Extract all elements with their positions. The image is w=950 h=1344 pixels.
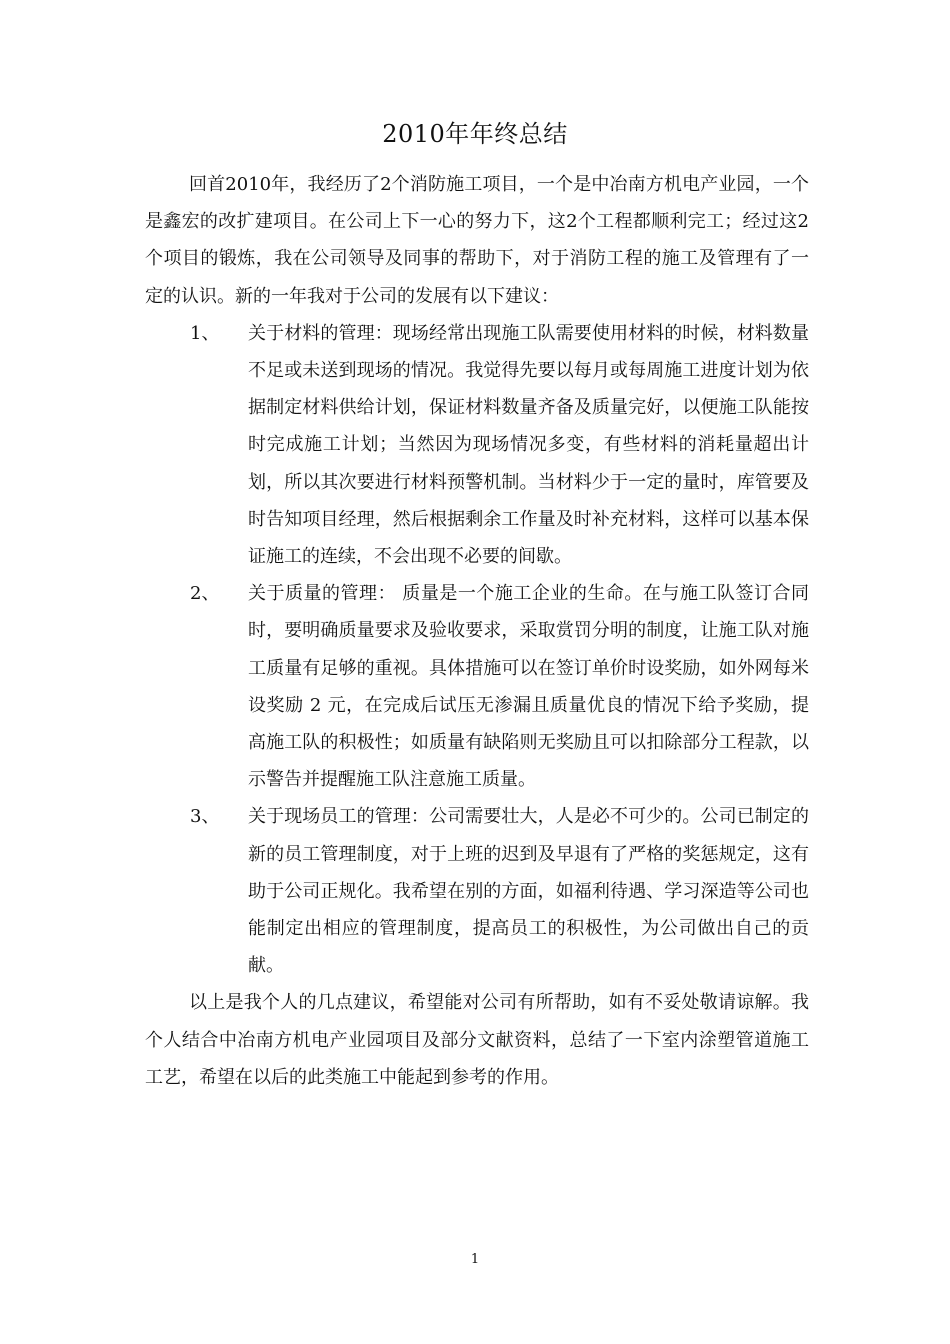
list-item-number: 3、: [190, 806, 220, 828]
list-item: [145, 575, 809, 798]
list-item: [145, 798, 809, 984]
closing-paragraph: 以上是我个人的几点建议，希望能对公司有所帮助，如有不妥处敬请谅解。我个人结合中冶南方机电产业园项目及部分文献资料，总结了一下室内涂塑管道施工工艺，希望在以后的此类施工中能起到参考的作用。: [145, 992, 809, 1088]
list-item-text: 关于现场员工的管理：公司需要壮大，人是必不可少的。公司已制定的新的员工管理制度，对于上班的迟到及早退有了严格的奖惩规定，这有助于公司正规化。我希望在别的方面，如福利待遇、学习深造等公司也能制定出相应的管理制度，提高员工的积极性，为公司做出自己的贡献。: [248, 806, 809, 977]
suggestion-list: [145, 315, 809, 985]
list-item-number: 1、: [190, 322, 220, 344]
page-number: 1: [470, 1252, 480, 1267]
list-item-text: 关于材料的管理：现场经常出现施工队需要使用材料的时候，材料数量不足或未送到现场的情况。我觉得先要以每月或每周施工进度计划为依据制定材料供给计划，保证材料数量齐备及质量完好，以便施工队能按时完成施工计划；当然因为现场情况多变，有些材料的消耗量超出计划，所以其次要进行材料预警机制。当材料少于一定的量时，库管要及时告知项目经理，然后根据剩余工作量及时补充材料，这样可以基本保证施工的连续，不会出现不必要的间歇。: [248, 322, 809, 568]
intro-paragraph: 回首2010年，我经历了2个消防施工项目，一个是中冶南方机电产业园，一个是鑫宏的改扩建项目。在公司上下一心的努力下，这2个工程都顺利完工；经过这2个项目的锻炼，我在公司领导及同事的帮助下，对于消防工程的施工及管理有了一定的认识。新的一年我对于公司的发展有以下建议：: [145, 174, 809, 307]
document-title: 2010年年终总结: [382, 120, 568, 148]
list-item-text: 关于质量的管理： 质量是一个施工企业的生命。在与施工队签订合同时，要明确质量要求及验收要求，采取赏罚分明的制度，让施工队对施工质量有足够的重视。具体措施可以在签订单价时设奖励，如外网每米设奖励 2 元，在完成后试压无渗漏且质量优良的情况下给予奖励，提高施工队的积极性；如质量有缺陷则无奖励且可以扣除部分工程款，以示警告并提醒施工队注意施工质量。: [248, 583, 809, 791]
list-item: [145, 315, 809, 575]
list-item-number: 2、: [190, 583, 220, 605]
document-body: [145, 166, 809, 1096]
